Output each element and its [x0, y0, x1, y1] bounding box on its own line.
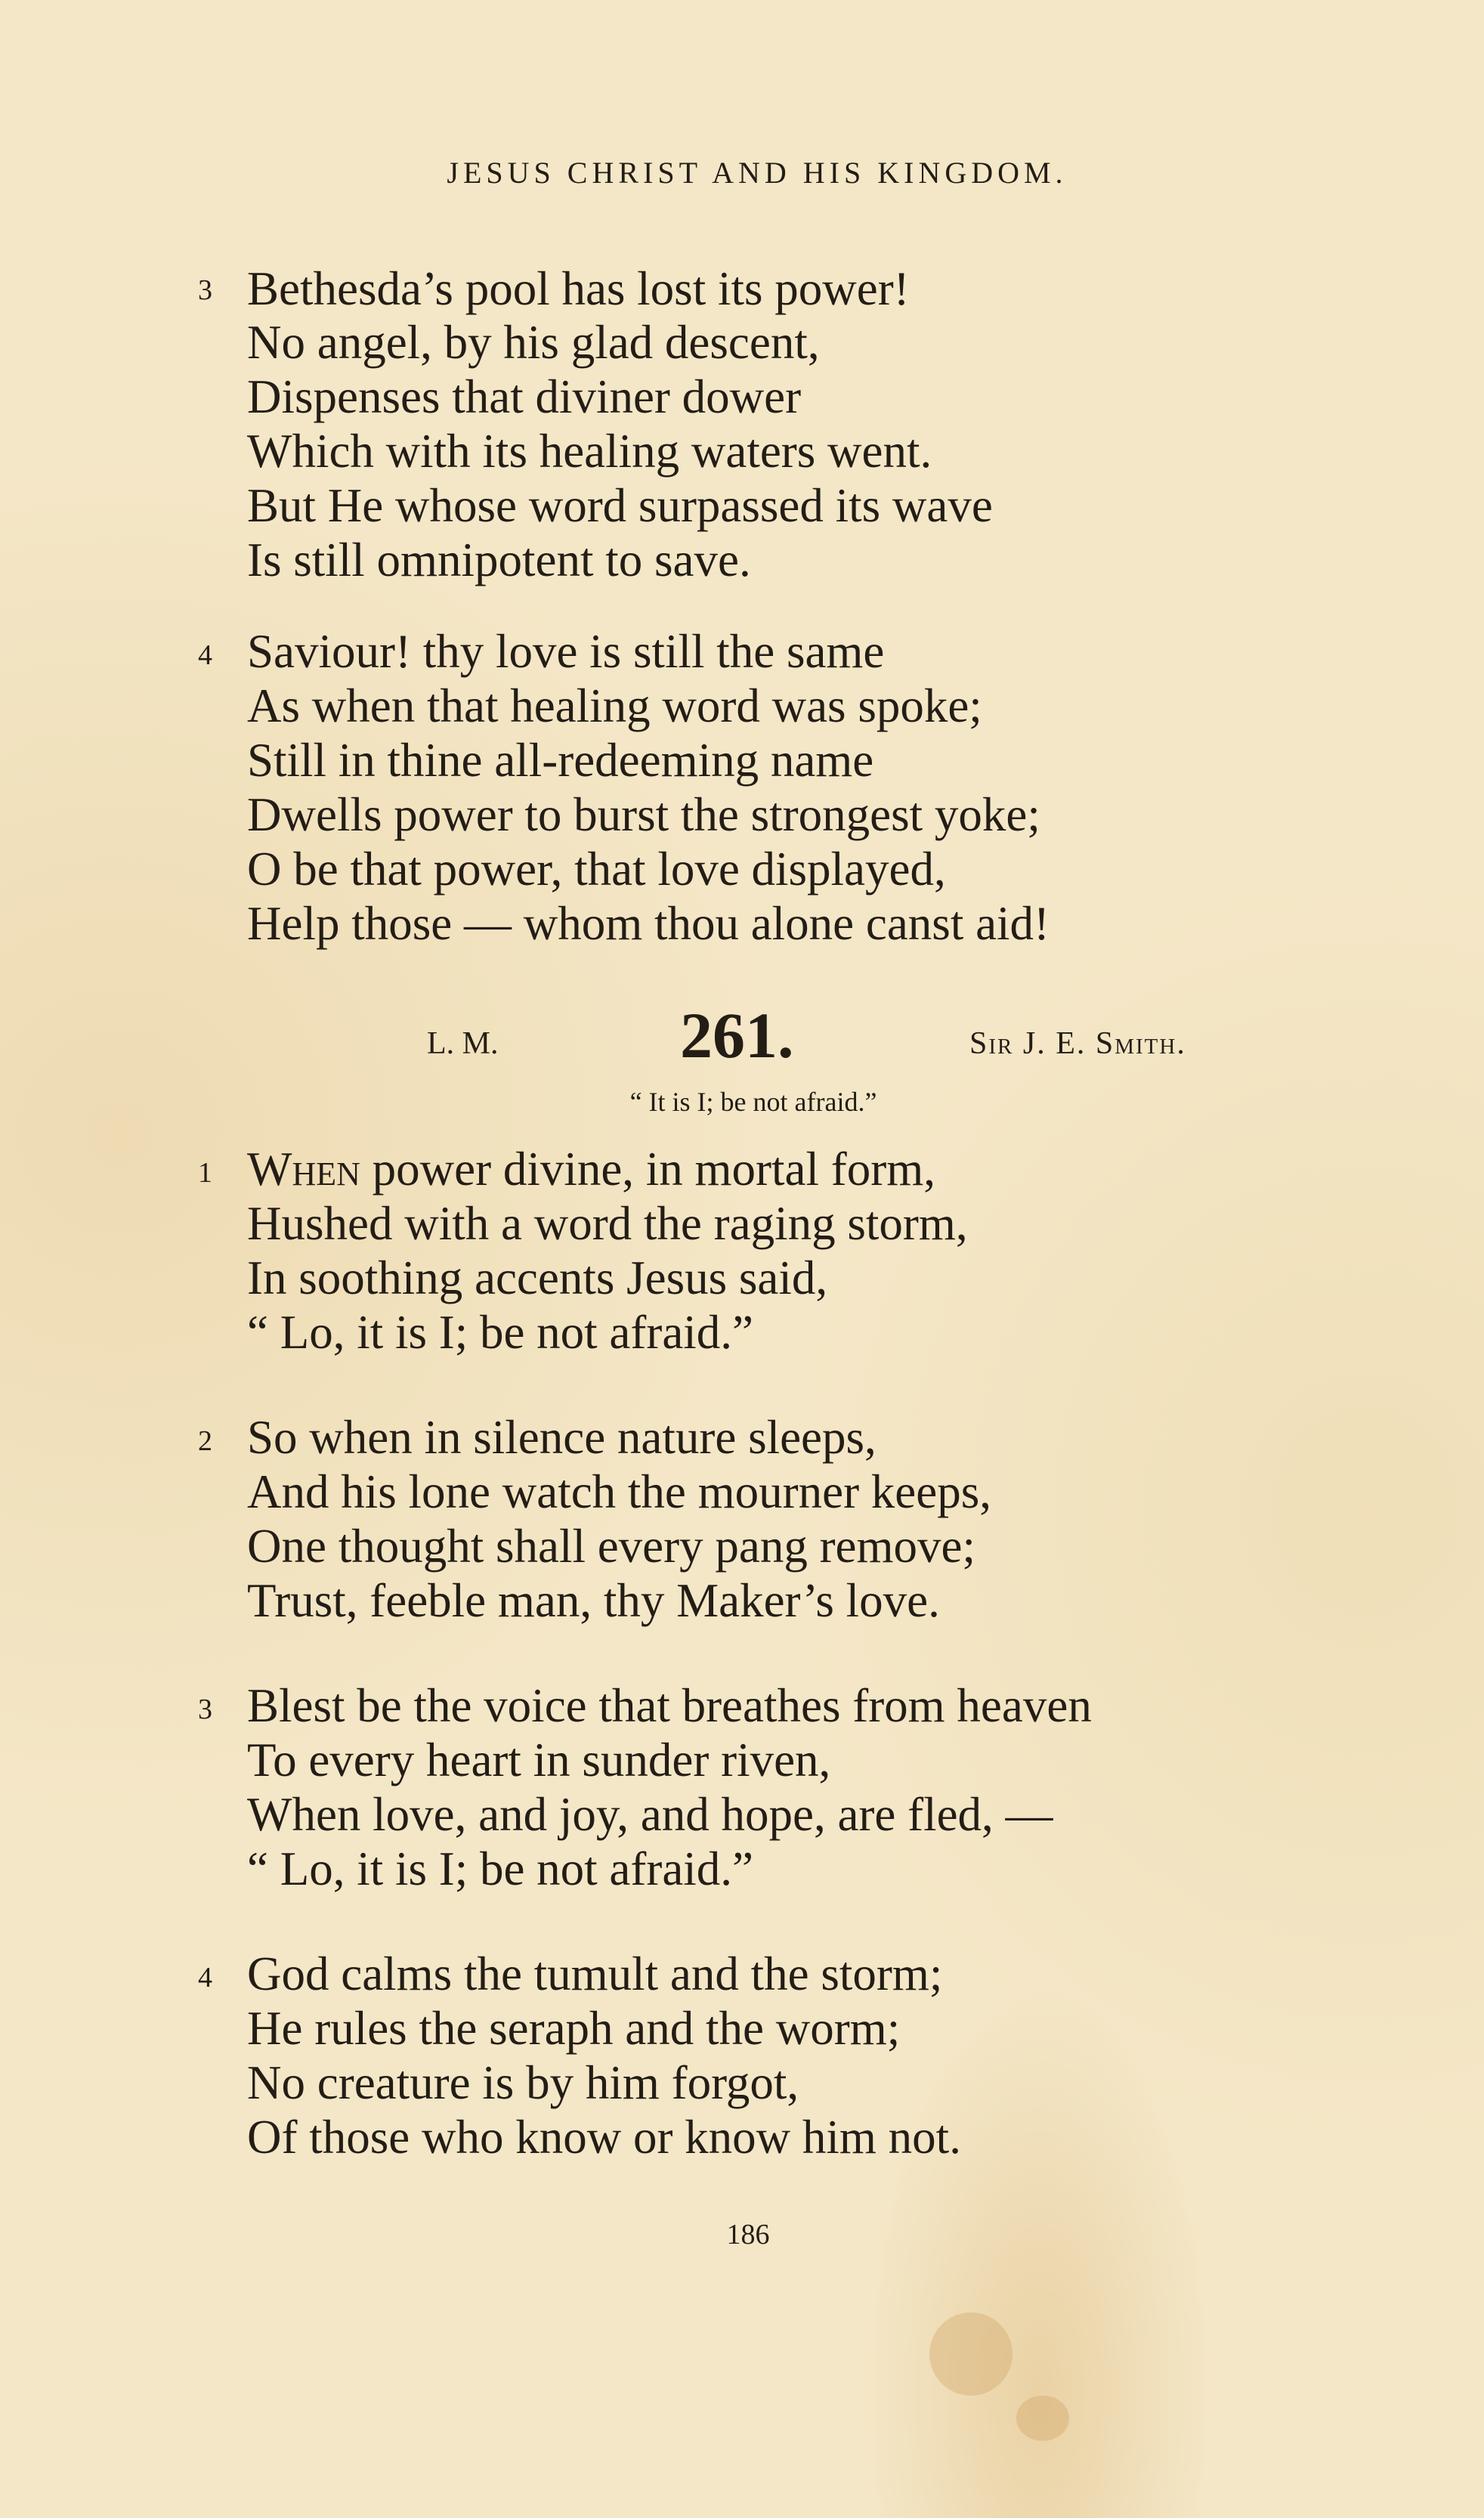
stanza-number: 1 [198, 1157, 212, 1189]
verse-line: No angel, by his glad descent, [247, 316, 820, 369]
paper-stain [929, 2312, 1013, 2396]
verse-line: Blest be the voice that breathes from heaven [247, 1679, 1092, 1732]
stanza-number: 3 [198, 1694, 212, 1725]
first-word: When [247, 1143, 360, 1196]
verse-line: Trust, feeble man, thy Maker’s love. [247, 1574, 940, 1627]
hymn-author: Sir J. E. Smith. [969, 1026, 1186, 1061]
verse-line: To every heart in sunder riven, [247, 1734, 831, 1786]
verse-line: Still in thine all-redeeming name [247, 734, 874, 787]
verse-line: God calms the tumult and the storm; [247, 1947, 943, 2000]
paper-stain [1016, 2396, 1069, 2441]
hymn-meter: L. M. [427, 1026, 499, 1061]
verse-line: “ Lo, it is I; be not afraid.” [247, 1306, 754, 1359]
verse-line: Of those who know or know him not. [247, 2111, 961, 2164]
page-number: 186 [726, 2219, 770, 2250]
verse-line: “ Lo, it is I; be not afraid.” [247, 1842, 754, 1895]
verse-line: Which with its healing waters went. [247, 425, 932, 478]
verse-line: In soothing accents Jesus said, [247, 1251, 828, 1304]
verse-line: But He whose word surpassed its wave [247, 479, 993, 532]
verse-line: No creature is by him forgot, [247, 2056, 799, 2109]
running-head: JESUS CHRIST AND HIS KINGDOM. [447, 156, 1068, 190]
verse-line: And his lone watch the mourner keeps, [247, 1465, 991, 1518]
verse-line: Bethesda’s pool has lost its power! [247, 262, 910, 315]
verse-line: Is still omnipotent to save. [247, 534, 751, 586]
verse-line [247, 1142, 935, 1196]
stanza-number: 4 [198, 1962, 212, 1994]
verse-line: As when that healing word was spoke; [247, 679, 982, 732]
verse-line: Dwells power to burst the strongest yoke; [247, 788, 1040, 841]
verse-line: He rules the seraph and the worm; [247, 2002, 901, 2055]
hymn-epigraph: “ It is I; be not afraid.” [629, 1087, 877, 1117]
verse-line: One thought shall every pang remove; [247, 1520, 975, 1573]
verse-line: Dispenses that diviner dower [247, 370, 802, 423]
first-line-rest: power divine, in mortal form, [360, 1143, 935, 1196]
stanza-number: 2 [198, 1425, 212, 1457]
verse-line: So when in silence nature sleeps, [247, 1411, 876, 1464]
hymn-number: 261. [680, 999, 794, 1072]
verse-line: Saviour! thy love is still the same [247, 625, 885, 678]
verse-line: Help those — whom thou alone canst aid! [247, 897, 1050, 950]
verse-line: When love, and joy, and hope, are fled, — [247, 1788, 1053, 1841]
stanza-number: 4 [198, 639, 212, 671]
stanza-number: 3 [198, 274, 212, 306]
verse-line: O be that power, that love displayed, [247, 843, 946, 896]
verse-line: Hushed with a word the raging storm, [247, 1197, 968, 1250]
